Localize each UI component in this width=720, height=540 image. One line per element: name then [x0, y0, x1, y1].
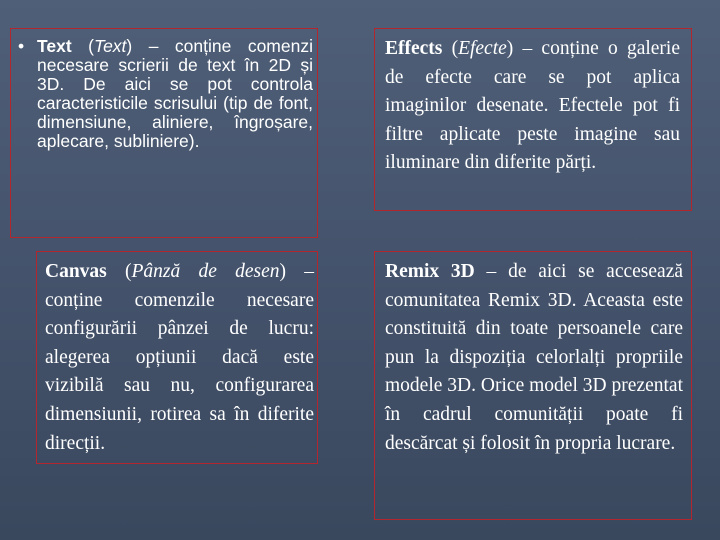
- close-paren-dash: ) –: [506, 38, 542, 59]
- effects-definition-box: [374, 28, 692, 211]
- remix3d-term: Remix 3D: [385, 261, 475, 282]
- canvas-translation: Pânză de desen: [131, 261, 280, 282]
- remix3d-description: de aici se accesează comunitatea Remix 3D. Aceasta este constituită din toate persoanele care pun la dispoziția celorlalți propriile modele 3D. Orice model 3D prezentat în cadrul comunității poate fi descărcat și folosit în propria lucrare.: [385, 261, 684, 454]
- dash: –: [474, 261, 509, 282]
- effects-term: Effects: [385, 38, 443, 59]
- effects-translation: Efecte: [458, 38, 507, 59]
- open-paren: (: [88, 36, 94, 56]
- remix3d-definition-box: [374, 251, 692, 520]
- text-description: conține comenzi necesare scrierii de text în 2D și 3D. De aici se pot controla caracteristicile scrisului (tip de font, dimensiune, aliniere, îngroșare, aplecare, subliniere).: [37, 36, 313, 151]
- effects-description: conține o galerie de efecte care se pot aplica imaginilor desenate. Efectele pot fi filtre aplicate peste imagine sau iluminare din diferite părți.: [385, 38, 680, 174]
- text-translation: Text: [93, 36, 127, 56]
- effects-definition-paragraph: [385, 35, 680, 178]
- text-term: Text: [37, 36, 72, 56]
- close-paren-dash: ) –: [126, 36, 175, 56]
- canvas-definition-paragraph: [45, 258, 314, 458]
- close-paren-dash: ) –: [279, 261, 315, 282]
- canvas-term: Canvas: [45, 261, 107, 282]
- open-paren: (: [451, 38, 459, 59]
- open-paren: (: [125, 261, 132, 282]
- canvas-definition-box: [36, 251, 318, 464]
- text-definition-paragraph: [17, 37, 313, 151]
- remix3d-definition-paragraph: [385, 258, 683, 458]
- text-definition-box: [10, 28, 318, 238]
- bullet-icon: •: [18, 36, 25, 56]
- canvas-description: conține comenzile necesare configurării pânzei de lucru: alegerea opțiunii dacă este vizibilă sau nu, configurarea dimensiunii, rotirea sa în diferite direcții.: [45, 289, 314, 454]
